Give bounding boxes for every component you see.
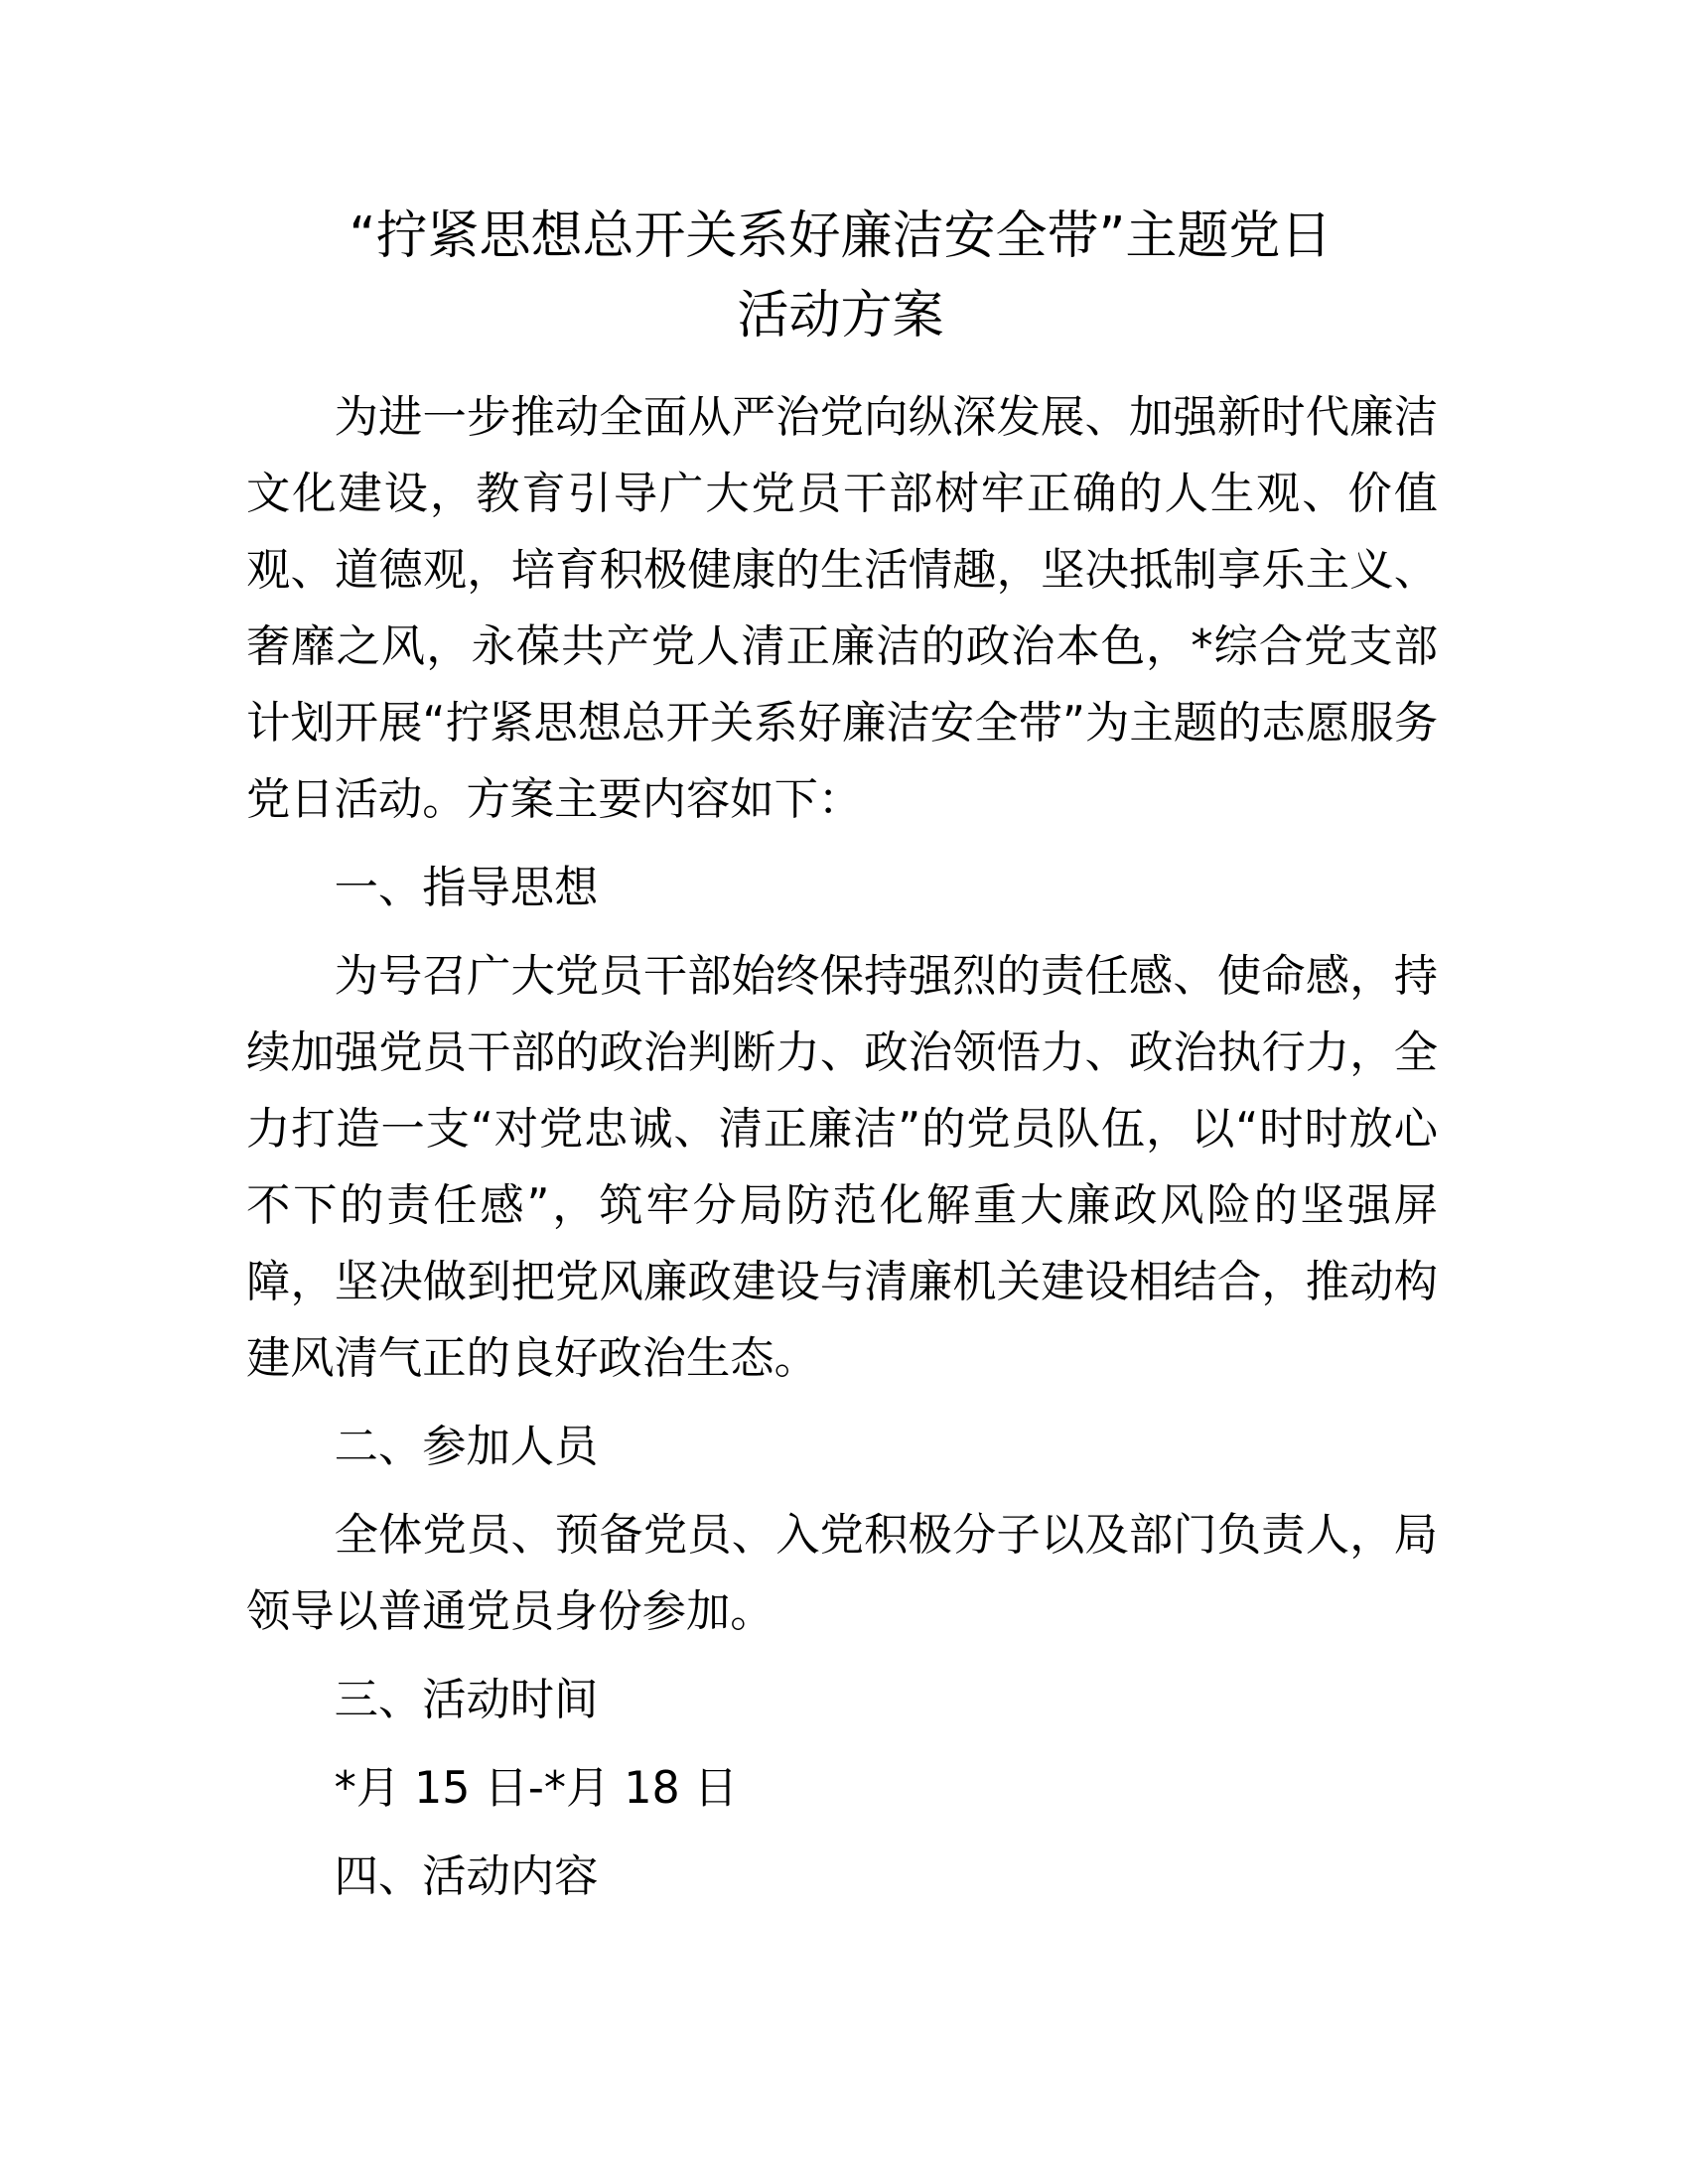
title-line-2: 活动方案	[737, 286, 944, 345]
title-line-1: “拧紧思想总开关系好廉洁安全带”主题党日	[349, 206, 1333, 266]
section-heading-4: 四、活动内容	[334, 1851, 599, 1902]
section-heading-3: 三、活动时间	[334, 1675, 599, 1725]
section-text-2: 全体党员、预备党员、入党积极分子以及部门负责人，局领导以普通党员身份参加。	[246, 1510, 1438, 1637]
section-text-3: *月 15 日-*月 18 日	[334, 1763, 739, 1814]
section-heading-1: 一、指导思想	[334, 863, 599, 913]
document-title	[246, 197, 1435, 355]
section-heading-2: 二、参加人员	[334, 1422, 599, 1472]
section-text-1: 为号召广大党员干部始终保持强烈的责任感、使命感，持续加强党员干部的政治判断力、政治领悟力、政治执行力，全力打造一支“对党忠诚、清正廉洁”的党员队伍，以“时时放心不下的责任感”，筑牢分局防范化解重大廉政风险的坚强屏障，坚决做到把党风廉政建设与清廉机关建设相结合，推动构建风清气正的良好政治生态。	[246, 951, 1438, 1384]
document-body	[246, 379, 1438, 1915]
intro-paragraph: 为进一步推动全面从严治党向纵深发展、加强新时代廉洁文化建设，教育引导广大党员干部树牢正确的人生观、价值观、道德观，培育积极健康的生活情趣，坚决抵制享乐主义、奢靡之风，永葆共产党人清正廉洁的政治本色，*综合党支部计划开展“拧紧思想总开关系好廉洁安全带”为主题的志愿服务党日活动。方案主要内容如下：	[246, 392, 1438, 825]
